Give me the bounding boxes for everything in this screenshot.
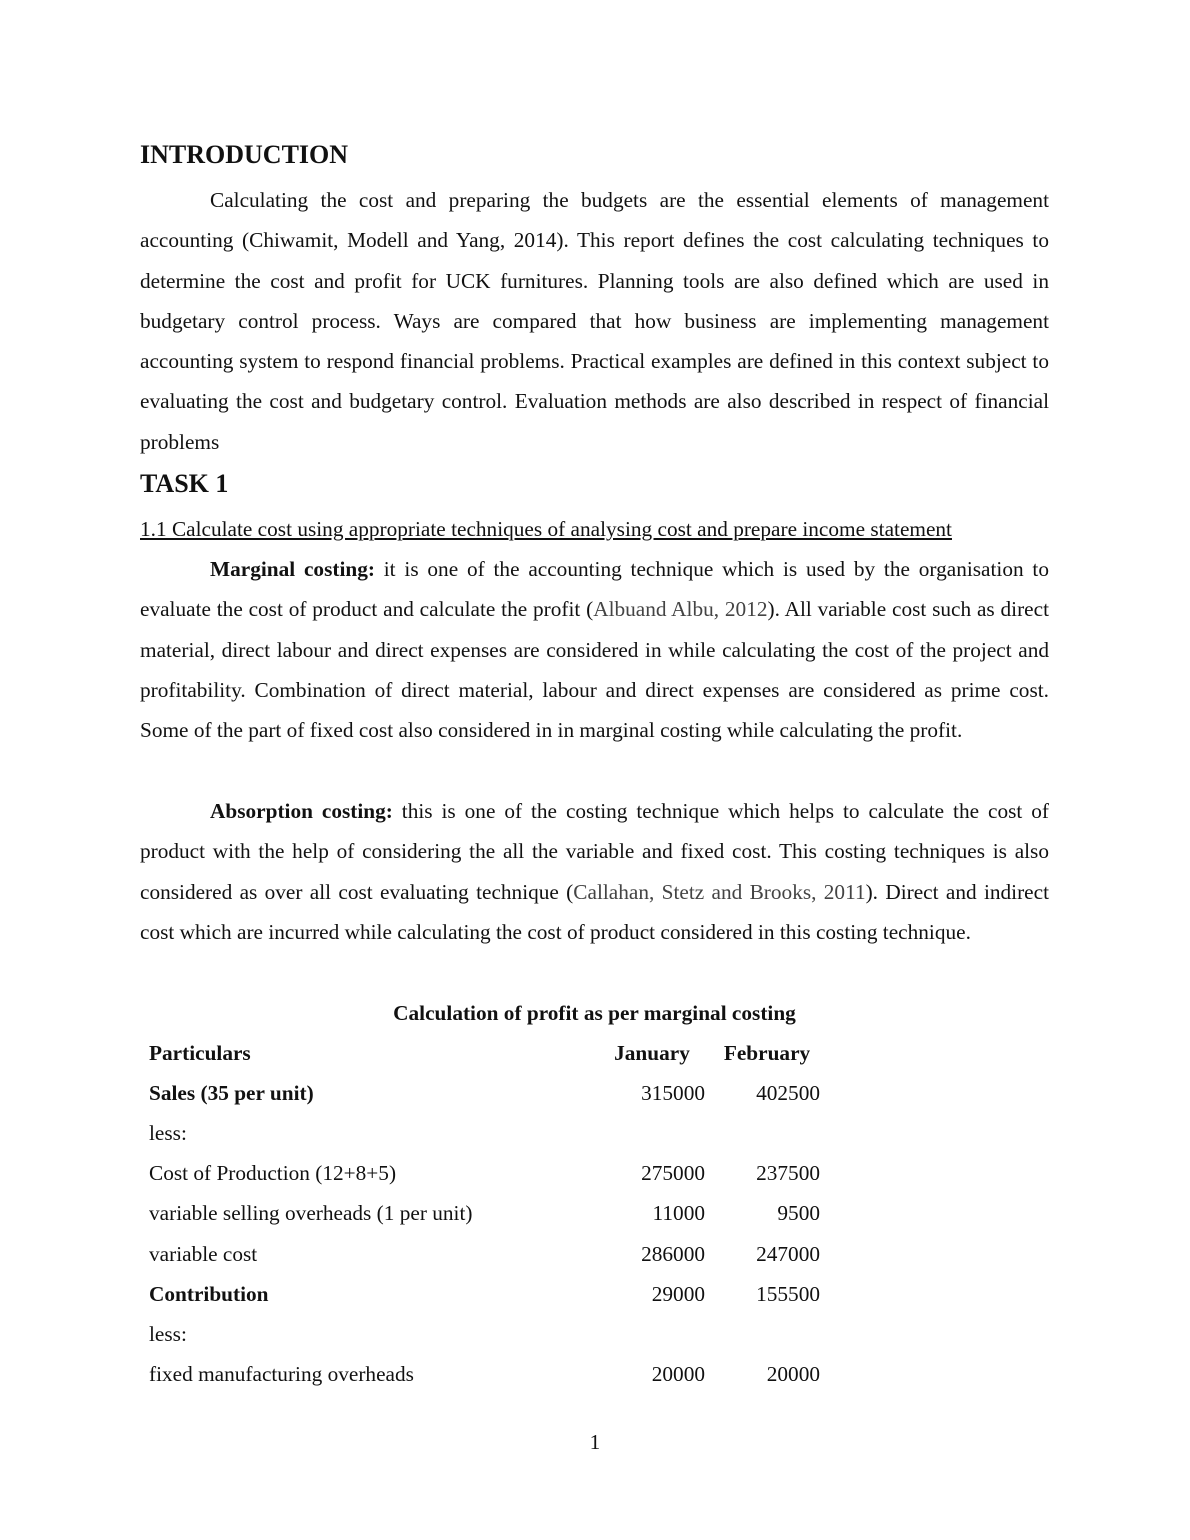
row-february: 9500 <box>777 1201 820 1226</box>
table-row <box>140 1154 829 1194</box>
marginal-costing-term: Marginal costing: <box>210 557 375 581</box>
absorption-costing-term: Absorption costing: <box>210 799 393 823</box>
row-label: fixed manufacturing overheads <box>149 1362 414 1387</box>
row-february: 402500 <box>756 1080 820 1105</box>
marginal-costing-table <box>140 1033 829 1395</box>
row-january: 20000 <box>651 1362 705 1387</box>
table-row <box>140 1073 829 1113</box>
header-particulars: Particulars <box>149 1040 251 1065</box>
row-label: less: <box>149 1321 187 1346</box>
row-label: Cost of Production (12+8+5) <box>149 1161 397 1186</box>
introduction-heading: INTRODUCTION <box>140 140 349 169</box>
row-january: 275000 <box>641 1161 705 1186</box>
marginal-costing-text-b: ). All variable cost such as direct material, direct labour and direct expenses are considered in while calculating the cost of the project and profitability. Combination of direct material, labour and direct expenses are considered as prime cost. Some of the part of fixed cost also considered in in marginal costing while calculating the profit. <box>140 597 1049 743</box>
table-row <box>140 1274 829 1314</box>
marginal-costing-text-a: it is one of the accounting technique which is used by the organisation to evaluate the cost of product and calculate the profit ( <box>140 557 1050 622</box>
row-label: less: <box>149 1120 187 1145</box>
task-1-1-subheading: 1.1 Calculate cost using appropriate techniques of analysing cost and prepare income statement <box>140 517 952 541</box>
header-february: February <box>723 1040 811 1065</box>
table-title: Calculation of profit as per marginal costing <box>393 1001 796 1025</box>
absorption-costing-text-a: this is one of the costing technique which helps to calculate the cost of product with the help of considering the all the variable and fixed cost. This costing techniques is also considered as over all cost evaluating technique ( <box>140 799 1049 904</box>
row-january <box>599 1113 714 1153</box>
row-february: 155500 <box>756 1281 820 1306</box>
row-february: 247000 <box>756 1241 820 1266</box>
marginal-costing-paragraph <box>140 549 1049 750</box>
row-label: variable selling overheads (1 per unit) <box>149 1201 473 1226</box>
table-row <box>140 1113 829 1153</box>
row-february: 20000 <box>766 1362 820 1387</box>
row-january: 29000 <box>651 1281 705 1306</box>
absorption-costing-citation: Callahan, Stetz and Brooks, 2011 <box>573 879 866 904</box>
row-february <box>714 1113 829 1153</box>
row-january <box>599 1314 714 1354</box>
table-header-row <box>140 1033 829 1073</box>
page-number: 1 <box>589 1430 601 1454</box>
header-january: January <box>614 1040 690 1065</box>
task-1-heading: TASK 1 <box>140 469 229 498</box>
row-february: 237500 <box>756 1161 820 1186</box>
row-label: variable cost <box>149 1241 258 1266</box>
absorption-costing-text-b: ). Direct and indirect cost which are incurred while calculating the cost of product considered in this costing technique. <box>140 879 1049 944</box>
row-january: 11000 <box>652 1201 705 1226</box>
row-label: Contribution <box>149 1281 269 1306</box>
row-january: 286000 <box>641 1241 705 1266</box>
marginal-costing-citation: Albuand Albu, 2012 <box>593 597 768 622</box>
row-february <box>714 1314 829 1354</box>
table-row <box>140 1234 829 1274</box>
table-row <box>140 1314 829 1354</box>
introduction-paragraph: Calculating the cost and preparing the budgets are the essential elements of management accounting (Chiwamit, Modell and Yang, 2014). This report defines the cost calculating techniques to determine the cost and profit for UCK furnitures. Planning tools are also defined which are used in budgetary control process. Ways are compared that how business are implementing management accounting system to respond financial problems. Practical examples are defined in this context subject to evaluating the cost and budgetary control. Evaluation methods are also described in respect of financial problems <box>140 188 1049 454</box>
row-january: 315000 <box>641 1080 705 1105</box>
absorption-costing-paragraph <box>140 791 1049 952</box>
row-label: Sales (35 per unit) <box>149 1080 314 1105</box>
table-row <box>140 1355 829 1395</box>
table-row <box>140 1194 829 1234</box>
